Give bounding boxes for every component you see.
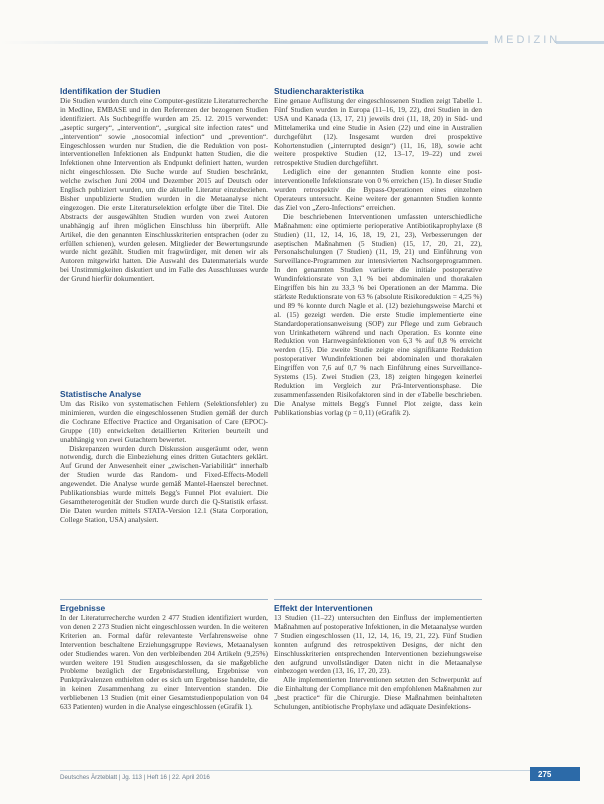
section-divider: [60, 599, 268, 600]
paragraph: In der Literaturrecherche wurden 2 477 Studien identifiziert wurden, von denen 2 273 Studien nicht eingeschlossen wurden. In die weiteren Kriterien an. Formal dafür relevanteste Verfahrensweise ohne Intervention beschaltene Erziehungsgruppe Reviews, Metaanalysen oder Studiendes waren. Von den verbleibenden 204 Artikeln (9,25%) wurden weitere 191 Studien ausgeschlossen, da sie maßgebliche Probleme bezüglich der Ergebnisdarstellung, Ergebnisse von Punktprävalenzen enthielten oder es sich um Ergebnisse handelte, die in keinen Zusammenhang zu einer Intervention standen. Die verbliebenen 13 Studien (mit einer Gesamtstudienpopulation von 04 633 Patienten) wurden in die Analyse eingeschlossen (eGrafik 1).: [60, 613, 268, 712]
paragraph: Diskrepanzen wurden durch Diskussion ausgeräumt oder, wenn notwendig, durch die Einbeziehung eines dritten Gutachters geklärt. Auf Grund der Anwesenheit einer „zwischen-Variabilität“ innerhalb der Studien wurde das Random- und Fixed-Effects-Modell angewendet. Die Analyse wurde gemäß Mantel-Haenszel berechnet. Publikationsbias wurde mittels Begg's Funnel Plot evaluiert. Die Gesamtheterogenität der Studien wurde durch die Q-Statistik erfasst. Die Daten wurden mittels STATA-Version 12.1 (Stata Corporation, College Station, USA) analysiert.: [60, 443, 268, 524]
section-tag: MEDIZIN: [494, 34, 561, 46]
paragraph: Alle implementierten Interventionen setzten den Schwerpunkt auf die Einhaltung der Compliance mit den empfohlenen Maßnahmen zur „best practice“ für die Chirurgie. Diese Maßnahmen beinhalteten Schulungen, antibiotische Prophylaxe und adäquate Desinfektions-: [274, 675, 482, 712]
section-rule-right: [556, 41, 604, 44]
footer-rule: [60, 770, 530, 771]
paragraph: Die Studien wurden durch eine Computer-gestützte Literaturrecherche in Medline, EMBASE und in den Referenzen der bezogenen Studien identifiziert. Als Suchbegriffe wurden am 25. 12. 2015 verwendet: „aseptic surgery“, „intervention“, „surgical site infection rates“ und „intervention“ sowie „nosocomial infection“ und „prevention“. Eingeschlossen wurden nur Studien, die die Reduktion von post-interventionellen Infektionen als Endpunkt hatten Studien, die die Infektionen ohne Intervention als Endpunkt definiert hatten, wurden nicht eingeschlossen. Die Suche wurde auf Studien beschränkt, welche zwischen Juni 2004 und Dezember 2015 auf Deutsch oder Englisch publiziert wurden, um die aktuelle Literatur einzubeziehen. Bisher unpublizierte Studien wurden in die Metaanalyse nicht eingezogen. Die erste Literaturselektion erfolgte über die Titel. Die Abstracts der ausgewählten Studien wurden von zwei Autoren unabhängig auf ihren möglichen Einschluss hin überprüft. Alle Artikel, die den genannten Einschlusskriterien entsprachen (oder zu erfüllen schienen), wurden gelesen. Mitglieder der Bewertungsrunde wurde nicht gezählt. Studien mit fragwürdiger, mit denen wir als Autoren mitgewirkt hatten. Die Auswahl des Datenmaterials wurde bei Unstimmigkeiten diskutiert und im Falle des Ausschlusses wurde der Grund hierfür dokumentiert.: [60, 96, 268, 284]
heading-identifikation: Identifikation der Studien: [60, 86, 161, 96]
section-studiencharakteristika: [274, 86, 482, 418]
heading-statistik: Statistische Analyse: [60, 389, 142, 399]
heading-studiencharakteristika: Studiencharakteristika: [274, 86, 364, 96]
journal-citation: Deutsches Ärzteblatt | Jg. 113 | Heft 16 | 22. April 2016: [60, 774, 210, 781]
paragraph: Die beschriebenen Interventionen umfassten unterschiedliche Maßnahmen: eine optimierte perioperative Antibiotikaprophylaxe (8 Studien) (11, 12, 14, 16, 18, 19, 21, 23), Verbesserungen der aseptischen Maßnahmen (5 Studien) (15, 17, 20, 21, 22), Personalschulungen (7 Studien) (11, 19, 21) und Einführung von Surveillance-Programmen zur intensivierten Nachsorgeprogrammen. In den genannten Studien variierte die initiale postoperative Wundinfektionsrate von 3,1 % bei abdominalen und thorakalen Eingriffen bis hin zu 33,3 % bei Operationen an der Mamma. Die stärkste Reduktionsrate von 63 % (absolute Risikoreduktion = 4,25 %) und 89 % konnte durch Nagle et al. (12) beziehungsweise Marchi et al. (15) gezeigt werden. Die erste Studie implementierte eine Standardoperationsanweisung (SOP) zur Pflege und zum Gebrauch von Urinkathetern während und nach Operation. Es konnte eine Reduktion von Harnwegsinfektionen von 6,3 % auf 0,8 % erreicht werden (15). Die zweite Studie zeigte eine signifikante Reduktion postoperativer Wundinfektionen bei abdominalen und thorakalen Eingriffen von 7,6 auf 0,7 % nach Einführung eines Surveillance-Systems (15). Zwei Studien (23, 18) zeigten hingegen keinerlei Reduktion im Vergleich zur Prä-Interventionsphase. Die zusammenfassenden Risikofaktoren sind in der eTabelle beschrieben. Die Analyse mittels Begg's Funnel Plot zeigte, dass kein Publikationsbias vorlag (p = 0,11) (eGrafik 2).: [274, 211, 482, 417]
paragraph: 13 Studien (11–22) untersuchten den Einfluss der implementierten Maßnahmen auf postoperative Infektionen, in die Metaanalyse wurden 7 Studien eingeschlossen (11, 12, 14, 16, 19, 21, 22). Fünf Studien konnten aufgrund des retrospektiven Designs, der nicht den Einschlusskriterien entsprechenden Interventionen beziehungsweise den aufgrund unvollständiger Daten nicht in die Metaanalyse einbezogen werden (13, 16, 17, 20, 23).: [274, 613, 483, 676]
section-statistik: [60, 389, 268, 525]
section-effekt: [274, 603, 482, 712]
section-divider: [274, 599, 482, 600]
heading-effekt: Effekt der Interventionen: [274, 603, 373, 613]
section-rule: [0, 41, 488, 44]
paragraph: Eine genaue Auflistung der eingeschlossenen Studien zeigt Tabelle 1. Fünf Studien wurden in Europa (11–16, 19, 22), drei Studien in den USA und Kanada (13, 17, 21) jeweils drei (11, 18, 20) in Süd- und Mittelamerika und eine Studie in Asien (22) und eine in Australien durchgeführt (12). Insgesamt wurden drei prospektive Kohortenstudien („interrupted design“) (11, 16, 18), sowie acht weitere prospektive Studien (12, 13–17, 19–22) und zwei retrospektive Studien durchgeführt.: [274, 96, 482, 168]
section-ergebnisse: [60, 603, 268, 712]
heading-ergebnisse: Ergebnisse: [60, 603, 106, 613]
paragraph: Lediglich eine der genannten Studien konnte eine post-interventionelle Infektionsrate von 0 % erreichen (15). In dieser Studie wurden retrospektiv die Bypass-Operationen eines einzelnen Operateurs untersucht. Keine weitere der genannten Studien konnte das Ziel von „Zero-Infections“ erreichen.: [274, 167, 482, 212]
page-number: 275: [530, 767, 580, 781]
section-identifikation: [60, 86, 268, 284]
paragraph: Um das Risiko von systematischen Fehlern (Selektionsfehler) zu minimieren, wurden die eingeschlossenen Studien gemäß der durch die Cochrane Effective Practice and Organisation of Care (EPOC)-Gruppe (10) entwickelten detaillierten Kriterien beurteilt und unabhängig von zwei Gutachtern bewertet.: [60, 399, 268, 444]
